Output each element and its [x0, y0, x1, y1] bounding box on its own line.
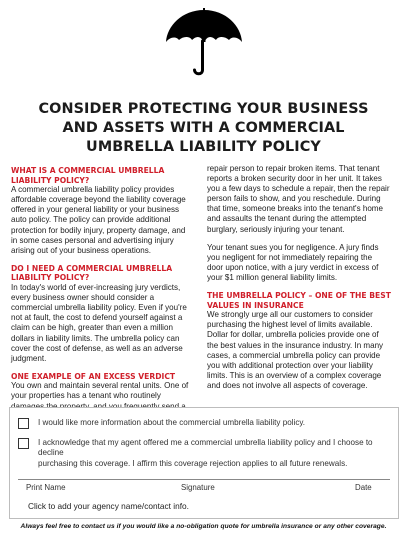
footer-note: Always feel free to contact us if you would like a no-obligation quote for umbrella insurance or any other coverage.: [20, 523, 387, 530]
heading-line: LIABILITY POLICY?: [11, 273, 90, 283]
text-line: auto policy. The policy can provide additional: [11, 215, 171, 225]
right-column: [207, 164, 396, 391]
text-line: Dollar for dollar, umbrella policies provide one of: [207, 330, 379, 340]
text-line: offered in your general liability or your business: [11, 205, 180, 215]
text-line: repair person to repair broken items. That tenant: [207, 164, 380, 173]
text-line: arising out of your business operations.: [11, 245, 152, 255]
text-line: affordable coverage beyond the liability coverage: [11, 195, 186, 205]
section-body: [11, 283, 202, 364]
section-heading: [207, 291, 396, 310]
more-info-checkbox[interactable]: [18, 418, 29, 429]
text-line: you with additional protection over your liability: [207, 360, 373, 370]
print-name-label: Print Name: [26, 483, 66, 492]
text-line: and assaults the tenant during the attempted: [207, 214, 367, 224]
left-column: [11, 166, 202, 412]
text-line: limits. This is an overview of a complex coverage: [207, 370, 382, 380]
section-body: [11, 185, 202, 256]
text-line: commercial umbrella liability policy. Even if you're: [11, 303, 187, 313]
text-line: and does not involve all aspects of coverage.: [207, 380, 368, 390]
text-line: you a few days to schedule a repair, then the repair: [207, 184, 390, 194]
text-line: door upon notice, with a jury verdict in excess of: [207, 262, 379, 272]
text-line: you negligent for not immediately repairing the: [207, 252, 373, 262]
text-line: in some cases personal and advertising injury: [11, 235, 174, 245]
decline-option: [18, 438, 388, 469]
text-line: claim can be high, greater than even a million: [11, 323, 173, 333]
text-line: purchasing the highest level of limits available.: [207, 320, 373, 330]
decline-checkbox[interactable]: [18, 438, 29, 449]
text-line: not at fault, the cost to defend yourself against a: [11, 313, 183, 323]
text-line: In today's world of ever-increasing jury verdicts,: [11, 283, 181, 293]
text-line: A commercial umbrella liability policy provides: [11, 185, 175, 195]
more-info-option: [18, 418, 388, 429]
text-line: the best values in the insurance industry. In many: [207, 340, 384, 350]
response-form: [9, 407, 399, 519]
text-line: your properties has a tenant who routinely: [11, 391, 161, 401]
text-line: purchasing this coverage. I affirm this coverage rejection applies to all future renewals.: [38, 458, 348, 468]
section-heading: [11, 264, 202, 283]
text-line: your $1 million general liability limits.: [207, 272, 338, 282]
section-heading: [11, 166, 202, 185]
signature-line[interactable]: [18, 479, 390, 480]
title-line: UMBRELLA LIABILITY POLICY: [86, 139, 321, 155]
text-line: I acknowledge that my agent offered me a commercial umbrella liability policy and I choose to decline: [38, 438, 373, 458]
text-line: person fails to show, and you reschedule. During: [207, 194, 381, 204]
text-line: reports a broken security door in her unit. It takes: [207, 174, 382, 184]
heading-line: ONE EXAMPLE OF AN EXCESS VERDICT: [11, 371, 176, 381]
decline-label: [38, 438, 388, 469]
section-body: [207, 310, 396, 391]
text-line: every business owner should consider a: [11, 293, 155, 303]
text-line: cases, a commercial umbrella policy can provide: [207, 350, 381, 360]
heading-line: LIABILITY POLICY?: [11, 175, 90, 185]
agency-contact-field[interactable]: Click to add your agency name/contact info.: [28, 501, 189, 511]
text-line: cover the cost of defense, as well as an adverse: [11, 343, 183, 353]
title-line: AND ASSETS WITH A COMMERCIAL: [62, 120, 345, 136]
text-line: judgment.: [11, 353, 47, 363]
signature-label: Signature: [181, 483, 215, 492]
text-line: protection for bodily injury, property damage, and: [11, 225, 186, 235]
text-line: that time, someone breaks into the tenant's home: [207, 204, 383, 214]
text-line: We strongly urge all our customers to consider: [207, 310, 373, 320]
text-line: You own and maintain several rental units. One of: [11, 381, 189, 391]
text-line: burglary, seriously injuring your tenant.: [207, 224, 345, 234]
text-line: dollars in liability limits. The umbrella policy can: [11, 333, 180, 343]
heading-line: DO I NEED A COMMERCIAL UMBRELLA: [11, 263, 173, 273]
umbrella-icon: [164, 6, 244, 80]
title-line: CONSIDER PROTECTING YOUR BUSINESS: [38, 101, 369, 117]
example-paragraph: [207, 164, 396, 235]
text-line: Your tenant sues you for negligence. A jury finds: [207, 242, 379, 252]
heading-line: WHAT IS A COMMERCIAL UMBRELLA: [11, 166, 165, 175]
page-title: [0, 100, 407, 157]
heading-line: THE UMBRELLA POLICY – ONE OF THE BEST: [207, 291, 391, 301]
section-heading: [11, 372, 202, 382]
date-label: Date: [355, 483, 372, 492]
heading-line: VALUES IN INSURANCE: [207, 300, 304, 310]
more-info-label: I would like more information about the commercial umbrella liability policy.: [38, 418, 306, 427]
example-paragraph: [207, 243, 396, 283]
